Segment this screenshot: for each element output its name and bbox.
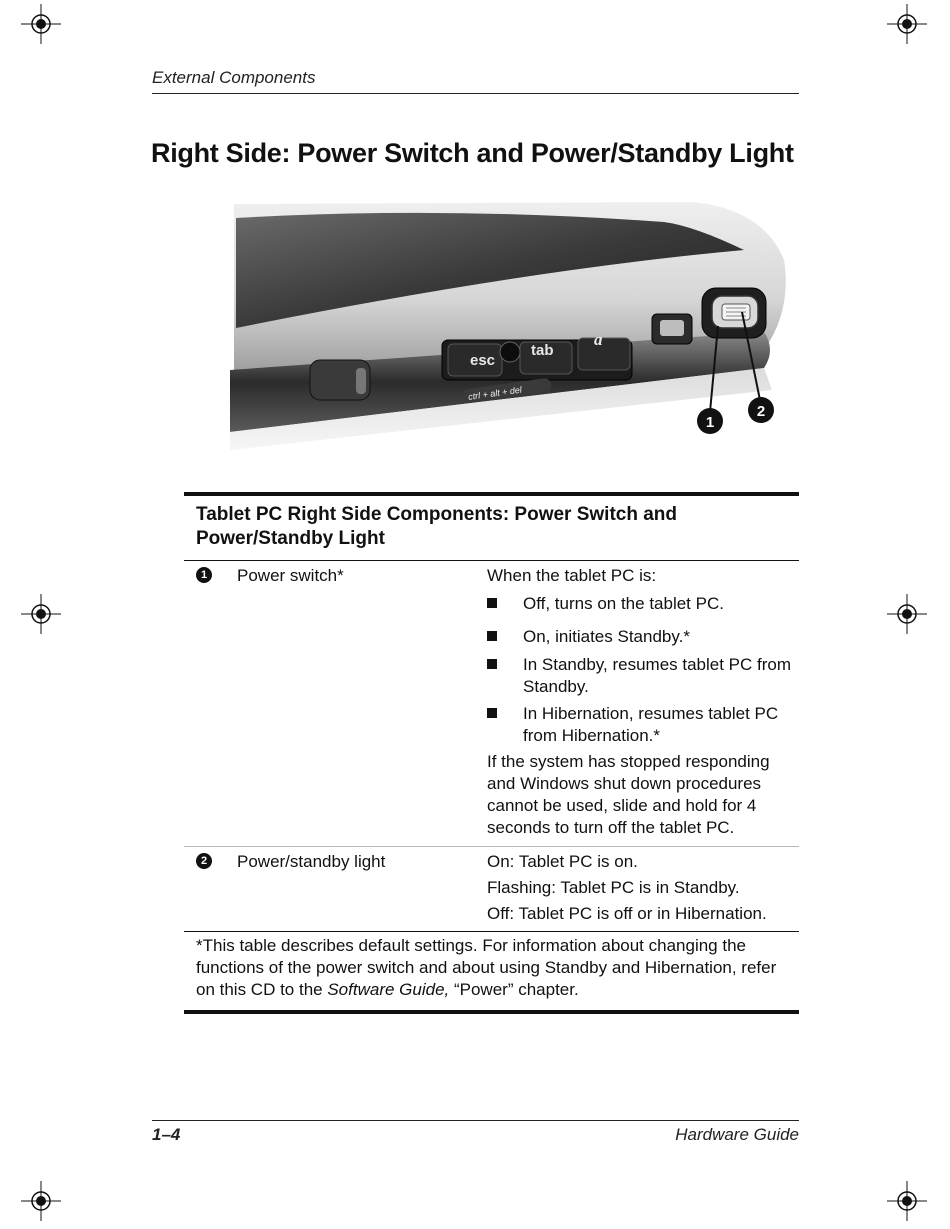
row-callout-number: 2	[196, 853, 212, 869]
components-table	[184, 492, 799, 1014]
registration-mark-top-right	[887, 4, 927, 44]
bullet-square-icon	[487, 631, 497, 641]
table-row	[184, 847, 799, 931]
footnote-text-end: “Power” chapter.	[449, 980, 579, 999]
bullet-square-icon	[487, 598, 497, 608]
table-row	[184, 561, 799, 846]
tablet-illustration-svg	[224, 200, 794, 450]
page-title: Right Side: Power Switch and Power/Standby Light	[151, 138, 794, 168]
footnote-italic-title: Software Guide,	[327, 980, 450, 999]
bullet-item: On, initiates Standby.*	[523, 627, 690, 646]
registration-mark-bottom-left	[21, 1181, 61, 1221]
status-line: On: Tablet PC is on.	[487, 852, 638, 871]
registration-mark-top-left	[21, 4, 61, 44]
a-key-label: a	[594, 330, 603, 349]
row-callout-number: 1	[196, 567, 212, 583]
component-name: Power/standby light	[237, 852, 386, 871]
bullet-item: In Standby, resumes tablet PC from Standby.	[523, 655, 792, 696]
callout-1-label: 1	[705, 414, 715, 431]
component-name: Power switch*	[237, 566, 344, 585]
status-line: Flashing: Tablet PC is in Standby.	[487, 878, 740, 897]
bullet-item: In Hibernation, resumes tablet PC from Hibernation.*	[523, 704, 779, 745]
running-footer	[152, 1120, 799, 1145]
table-footnote	[184, 932, 799, 1010]
esc-key-label: esc	[470, 352, 496, 369]
footnote-text: *This table describes default settings. For information about changing the functions of the power switch and about using Standby and Hibernation, refer on this CD to the	[196, 936, 777, 999]
table-bottom-rule	[184, 1010, 799, 1014]
callout-2-label: 2	[756, 403, 766, 420]
registration-mark-bottom-right	[887, 1181, 927, 1221]
page-number: 1–4	[152, 1125, 181, 1144]
bullet-square-icon	[487, 708, 497, 718]
running-header: External Components	[152, 68, 799, 94]
table-caption: Tablet PC Right Side Components: Power Switch and Power/Standby Light	[196, 504, 678, 549]
registration-mark-mid-right	[887, 594, 927, 634]
bullet-item: Off, turns on the tablet PC.	[523, 594, 724, 613]
guide-name: Hardware Guide	[675, 1125, 799, 1144]
component-description-lead: When the tablet PC is:	[487, 566, 657, 585]
component-note: If the system has stopped responding and Windows shut down procedures cannot be used, slide and hold for 4 seconds to turn off the tablet PC.	[487, 752, 770, 837]
tablet-right-side-illustration	[224, 200, 794, 450]
status-line: Off: Tablet PC is off or in Hibernation.	[487, 904, 767, 923]
bullet-square-icon	[487, 659, 497, 669]
registration-mark-mid-left	[21, 594, 61, 634]
tab-key-label: tab	[531, 342, 554, 359]
ctrl-alt-del-label: ctrl + alt + del	[467, 384, 523, 402]
